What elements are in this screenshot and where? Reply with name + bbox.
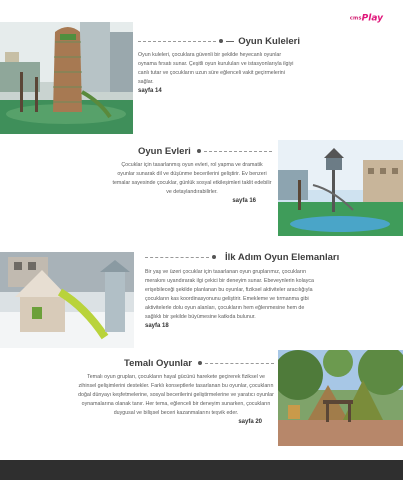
section-ilk-adim bbox=[145, 250, 359, 329]
section-title-row bbox=[138, 144, 272, 158]
section-title-row bbox=[145, 250, 359, 264]
brand-logo-prefix: cms bbox=[349, 15, 362, 22]
bullet-dot bbox=[219, 39, 223, 43]
section-title-row bbox=[138, 34, 300, 48]
section-body: Çocuklar için tasarlanmış oyun evleri, rol yapma ve dramatik oyunlar sunarak dil ve düşünme becerilerini geliştirir. Ev benzeri temalar sayesinde çocuklar, günlük sosyal etkileşimleri taklit edebilir ve detaylandırabilirler. bbox=[112, 162, 272, 195]
section-oyun-evleri bbox=[112, 144, 272, 204]
brand-logo bbox=[350, 8, 383, 27]
bullet-dot bbox=[198, 361, 202, 365]
section-title: İlk Adım Oyun Elemanları bbox=[225, 251, 340, 263]
playhouse-photo bbox=[278, 140, 403, 236]
section-title: Oyun Kuleleri bbox=[238, 35, 300, 47]
page-reference[interactable]: sayfa 18 bbox=[145, 323, 169, 329]
page-reference[interactable]: sayfa 16 bbox=[232, 198, 256, 204]
bullet-dot bbox=[197, 149, 201, 153]
section-temali-oyunlar bbox=[78, 356, 274, 425]
dashed-divider bbox=[204, 151, 272, 152]
section-title: Oyun Evleri bbox=[138, 145, 191, 157]
page-reference[interactable]: sayfa 20 bbox=[238, 419, 262, 425]
section-title: Temalı Oyunlar bbox=[124, 357, 192, 369]
section-body: Oyun kuleleri, çocuklara güvenli bir şekilde heyecanlı oyunlar oynama fırsatı sunar. Çeşitli oyun kuruluları ve istasyonlarıyla ilgiyi canlı tutar ve çocukların uzun süre eğlenceli vakit geçirmelerini sağlar. bbox=[138, 52, 294, 85]
footer-band bbox=[0, 460, 403, 480]
section-title-row bbox=[124, 356, 274, 370]
page-reference[interactable]: sayfa 14 bbox=[138, 88, 162, 94]
themed-play-photo bbox=[278, 350, 403, 446]
section-body: Bir yaş ve üzeri çocuklar için tasarlanan oyun gruplarımız, çocukların merakını uyandırarak ilgi çekici bir deneyim sunar. Ebeveynlerin kolayca erişebileceği şekilde planlanan bu oyunlar, fiziksel aktiviteler aracılığıyla çocukların kas koordinasyonunu geliştirir. Emekleme ve tırmanma gibi aktivitelerle dolu oyun alanları, çocukların hem eğlenmesine hem de sağlıklı bir şekilde büyümesine katkıda bulunur. bbox=[145, 269, 314, 320]
brand-logo-main: Play bbox=[361, 13, 383, 24]
first-step-play-photo bbox=[0, 252, 134, 348]
solid-divider bbox=[226, 41, 234, 42]
bullet-dot bbox=[212, 255, 216, 259]
section-oyun-kuleleri bbox=[138, 34, 300, 94]
section-body: Temalı oyun grupları, çocukların hayal gücünü harekete geçirerek fiziksel ve zihinsel gelişimlerini destekler. Farklı konseptlerle tasarlanan bu oyunlar, çocukların doğal dünyayı keşfetmelerine, sosyal becerilerini geliştirmelerine ve yaratıcı oyunlar oynamalarına olanak tanır. Her tema, eğlenceli bir deneyim sunarken, çocukların duygusal ve bilişsel beceri kazanmalarını teşvik eder. bbox=[78, 374, 274, 416]
dashed-divider bbox=[145, 257, 209, 258]
play-tower-photo bbox=[0, 22, 133, 134]
dashed-divider bbox=[205, 363, 274, 364]
dashed-divider bbox=[138, 41, 216, 42]
